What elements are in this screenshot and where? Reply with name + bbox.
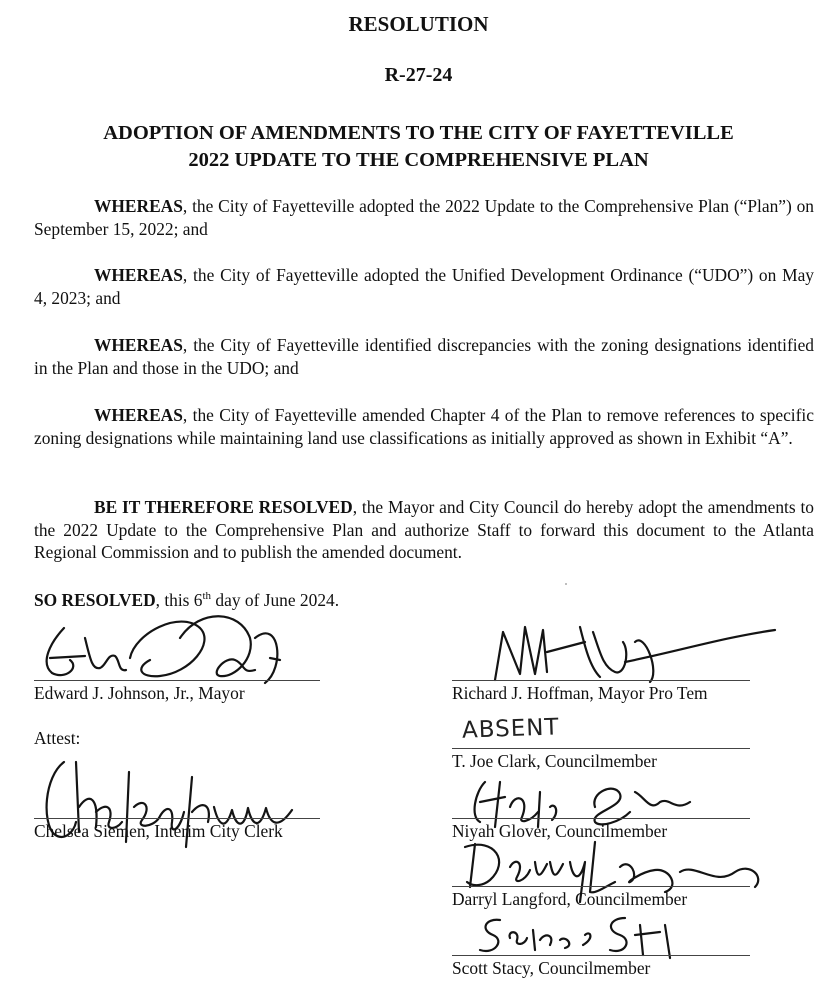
glover-name: Niyah Glover, Councilmember bbox=[452, 821, 668, 841]
mayor-signature bbox=[30, 598, 300, 693]
paragraph-text: , the City of Fayetteville adopted the Unified Development Ordinance (“UDO”) on May 4, 2023; and bbox=[34, 265, 814, 308]
paragraph-lead: WHEREAS bbox=[94, 335, 183, 355]
stacy-signature-line bbox=[452, 955, 750, 956]
clerk-signature bbox=[34, 752, 304, 862]
langford-signature-line bbox=[452, 886, 750, 887]
clark-name: T. Joe Clark, Councilmember bbox=[452, 751, 657, 771]
paragraph-lead: WHEREAS bbox=[94, 265, 183, 285]
paragraph-text: , the City of Fayetteville amended Chapter 4 of the Plan to remove references to specific zoning designations while maintaining land use classifications as initially approved as shown in Exhibit “A”. bbox=[34, 405, 814, 448]
heading-line-1: ADOPTION OF AMENDMENTS TO THE CITY OF FAYETTEVILLE bbox=[103, 122, 734, 144]
paragraph-lead: WHEREAS bbox=[94, 196, 183, 216]
paragraph-lead: BE IT THEREFORE RESOLVED bbox=[94, 497, 353, 517]
heading-line-2: 2022 UPDATE TO THE COMPREHENSIVE PLAN bbox=[188, 149, 649, 171]
so-resolved-date-end: day of June 2024. bbox=[211, 590, 340, 610]
so-resolved-ordinal: th bbox=[202, 590, 212, 603]
scan-speck bbox=[565, 583, 567, 585]
paragraph-text: , the City of Fayetteville identified discrepancies with the zoning designations identified in the Plan and those in the UDO; and bbox=[34, 335, 814, 378]
pro-tem-signature-line bbox=[452, 680, 750, 681]
paragraph-lead: WHEREAS bbox=[94, 405, 183, 425]
langford-name: Darryl Langford, Councilmember bbox=[452, 889, 688, 909]
attest-label: Attest: bbox=[34, 728, 81, 748]
stacy-signature bbox=[465, 910, 705, 960]
so-resolved-date-start: , this 6 bbox=[155, 590, 203, 610]
paragraph-text: , the Mayor and City Council do hereby adopt the amendments to the 2022 Update to the Comprehensive Plan and authorize Staff to forward this document to the Atlanta Regional Commission and to publish the amended document. bbox=[34, 497, 814, 562]
absent-mark: ABSENT bbox=[461, 714, 560, 744]
paragraph-text: , the City of Fayetteville adopted the 2022 Update to the Comprehensive Plan (“Plan”) on September 15, 2022; and bbox=[34, 196, 814, 239]
clerk-name: Chelsea Siemen, Interim City Clerk bbox=[34, 821, 283, 841]
stacy-name: Scott Stacy, Councilmember bbox=[452, 958, 651, 978]
whereas-paragraph-1 bbox=[34, 195, 814, 240]
whereas-paragraph-2 bbox=[34, 264, 814, 309]
glover-signature-line bbox=[452, 818, 750, 819]
resolution-heading bbox=[0, 120, 837, 174]
whereas-paragraph-4 bbox=[34, 404, 814, 449]
resolved-paragraph bbox=[34, 496, 814, 564]
clark-signature-line bbox=[452, 748, 750, 749]
clerk-signature-line bbox=[34, 818, 320, 819]
pro-tem-name: Richard J. Hoffman, Mayor Pro Tem bbox=[452, 683, 708, 703]
whereas-paragraph-3 bbox=[34, 334, 814, 379]
mayor-name: Edward J. Johnson, Jr., Mayor bbox=[34, 683, 245, 703]
mayor-signature-line bbox=[34, 680, 320, 681]
so-resolved-lead: SO RESOLVED bbox=[34, 590, 156, 610]
resolution-number: R-27-24 bbox=[384, 64, 453, 86]
document-title: RESOLUTION bbox=[348, 12, 489, 36]
